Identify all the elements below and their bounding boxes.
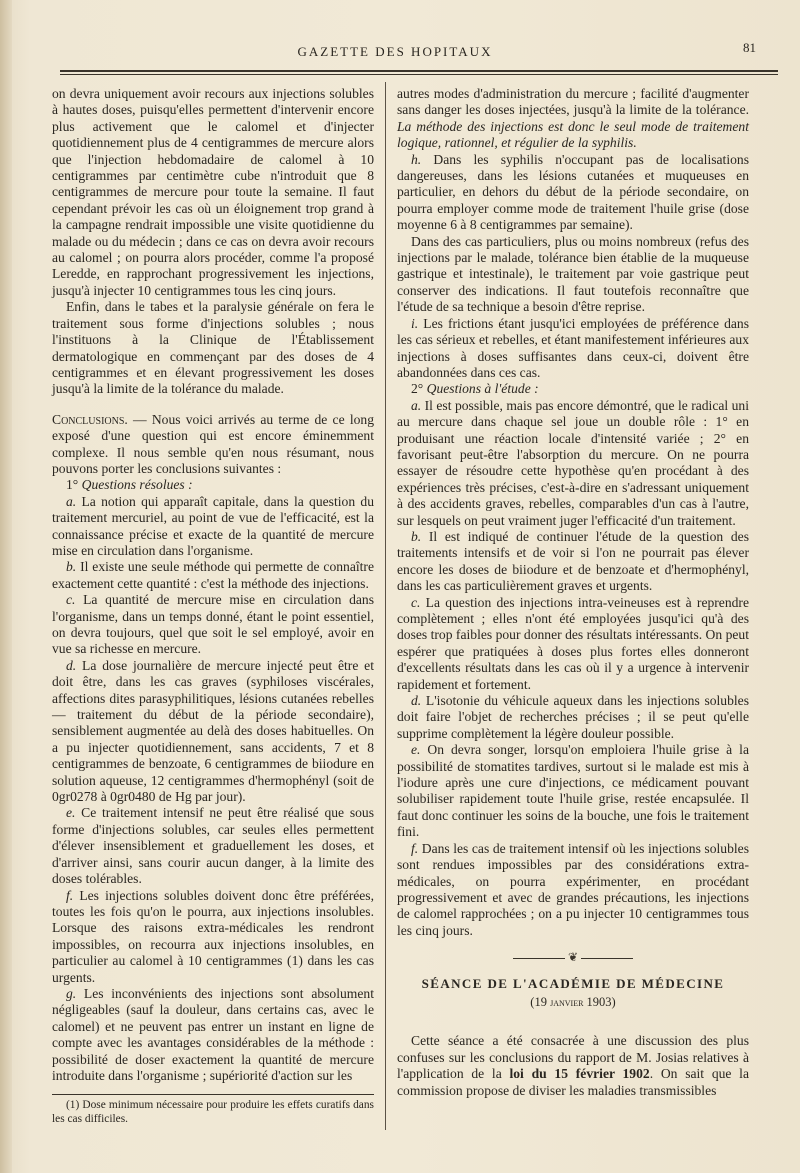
section-date bbox=[397, 994, 749, 1011]
subheading-resolved bbox=[52, 477, 374, 493]
footnote-rule bbox=[52, 1094, 374, 1095]
footnote: (1) Dose minimum nécessaire pour produire les effets curatifs dans les cas difficiles. bbox=[52, 1099, 374, 1125]
conclusion-item bbox=[52, 888, 374, 986]
right-column bbox=[397, 86, 749, 1099]
item-label: d. bbox=[66, 657, 77, 673]
paragraph: Enfin, dans le tabes et la paralysie générale on fera le traitement sous forme d'injections solubles ; nous l'instituons à la Clinique de l'Établissement dermatologique en commençant par des doses de 4 centigrammes et en élevant progressivement les doses jusqu'à la limite de la tolérance du malade. bbox=[52, 299, 374, 397]
law-reference: loi du 15 février 1902 bbox=[509, 1066, 650, 1082]
item-text: Il existe une seule méthode qui permette de connaître exactement cette quantité : c'est la méthode des injections. bbox=[52, 559, 374, 591]
subheading-title: Questions à l'étude : bbox=[426, 381, 539, 397]
item-text: Dans les syphilis n'occupant pas de localisations dangereuses, dans les lésions cutanées et muqueuses en particulier, en dehors du début de la période secondaire, on pourra employer comme mode de traitement l'huile grise (dose moyenne 6 à 8 centigrammes par semaine). bbox=[397, 151, 749, 233]
item-label: e. bbox=[411, 742, 421, 758]
conclusion-item bbox=[397, 742, 749, 840]
running-head bbox=[30, 40, 760, 62]
conclusion-item bbox=[397, 595, 749, 693]
item-label: a. bbox=[411, 397, 422, 413]
conclusion-item bbox=[397, 316, 749, 382]
paragraph-text: . On sait que la commission propose de diviser les maladies transmissibles bbox=[397, 1066, 749, 1098]
item-label: f. bbox=[411, 840, 419, 856]
conclusion-item bbox=[52, 494, 374, 560]
item-label: i. bbox=[411, 315, 419, 331]
item-text: La quantité de mercure mise en circulation dans l'organisme, dans un temps donné, étant le point essentiel, on devra toujours, quel que soit le sel employé, avoir en vue sa richesse en mercure. bbox=[52, 592, 374, 657]
emphasis-text: La méthode des injections est donc le seul mode de traitement logique, rationnel, et régulier de la syphilis. bbox=[397, 118, 749, 151]
conclusions-paragraph bbox=[52, 412, 374, 478]
ornament-line bbox=[513, 958, 565, 959]
date-month: janvier bbox=[550, 996, 584, 1009]
paragraph bbox=[397, 1033, 749, 1099]
paragraph-text: autres modes d'administration du mercure ; facilité d'augmenter sans danger les doses injectées, jusqu'à la limite de la tolérance. bbox=[397, 86, 749, 118]
conclusion-item bbox=[397, 152, 749, 234]
conclusion-item bbox=[397, 398, 749, 529]
item-text: L'isotonie du véhicule aqueux dans les injections solubles doit faire l'objet de recherches précises ; il se peut qu'elle supprime complètement la légère douleur possible. bbox=[397, 693, 749, 741]
ornament-line bbox=[581, 958, 633, 959]
subheading-number: 1° bbox=[66, 477, 82, 493]
item-label: c. bbox=[66, 592, 76, 608]
paragraph bbox=[397, 86, 749, 152]
page-number: 81 bbox=[743, 40, 756, 55]
item-text: On devra songer, lorsqu'on emploiera l'huile grise à la possibilité de stomatites tardives, surtout si le malade est mis à l'iodure après une cure d'injections, ce médicament pouvant solubiliser rapidement toute l'huile grise, restée encapsulée. Il faut donc continuer les soins de la bouche, une fois le traitement fini. bbox=[397, 742, 749, 840]
item-text: La notion qui apparaît capitale, dans la question du traitement mercuriel, au point de vue de l'efficacité, est la connaissance précise et exacte de la quantité de mercure mise en circulation dans l'organisme. bbox=[52, 493, 374, 558]
left-column bbox=[52, 86, 374, 1126]
running-title: GAZETTE DES HOPITAUX bbox=[297, 44, 493, 59]
ornament-glyph: ❦ bbox=[567, 950, 579, 965]
item-text: La dose journalière de mercure injecté peut être et doit être, dans les cas graves (syphiloses viscérales, affections dites parasyphilitiques, lésions cutanées rebelles — traitement du début de la période secondaire), sensiblement augmentée au delà des doses habituelles. On a pu injecter quotidiennement, sans accidents, 7 et 8 centigrammes de benzoate, 6 centigrammes de biiodure en solution aqueuse, 12 centigrammes d'hermophényl (soit de 0gr0278 à 0gr0480 de Hg par jour). bbox=[52, 657, 374, 805]
section-title: SÉANCE DE L'ACADÉMIE DE MÉDECINE bbox=[421, 975, 725, 991]
item-label: b. bbox=[411, 528, 422, 544]
item-label: f. bbox=[66, 887, 74, 903]
column-divider bbox=[385, 82, 386, 1130]
conclusions-intro: — Nous voici arrivés au terme de ce long exposé d'une question qui est encore éminemment complexe. Il nous semble qu'en nous résumant, nous pouvons porter les conclusions suivantes : bbox=[52, 411, 374, 476]
conclusion-item bbox=[52, 986, 374, 1084]
item-text: Les frictions étant jusqu'ici employées de préférence dans les cas sérieux et rebelles, et étant manifestement inférieures aux injections à doses suffisantes dans ceux-ci, doivent être abandonnées dans ces cas. bbox=[397, 315, 749, 380]
item-label: e. bbox=[66, 805, 76, 821]
conclusion-item bbox=[397, 693, 749, 742]
page-binding-edge bbox=[0, 0, 12, 1173]
item-text: Dans les cas de traitement intensif où les injections solubles sont rendues impossibles par des considérations extra-médicales, on pourra expérimenter, en procédant progressivement et avec de grandes précautions, les injections de calomel rapprochées ; on a pu injecter 10 centigrammes tous les cinq jours. bbox=[397, 840, 749, 938]
subheading-number: 2° bbox=[411, 381, 427, 397]
date-year: 1903) bbox=[583, 994, 616, 1009]
item-text: Les inconvénients des injections sont absolument négligeables (sauf la douleur, dans certains cas, avec le calomel) et ne peuvent pas entrer un instant en ligne de compte avec les avantages considérables de la méthode : possibilité de doser exactement la quantité de mercure introduite dans l'organisme ; supériorité d'action sur les bbox=[52, 985, 374, 1083]
conclusion-item bbox=[52, 592, 374, 658]
section-ornament bbox=[397, 949, 749, 965]
paragraph: on devra uniquement avoir recours aux injections solubles à hautes doses, puisqu'elles permettent d'intervenir encore plus activement que le calomel et d'injecter quotidiennement plus de 4 centigrammes de mercure alors que l'injection hebdomadaire de calomel à 10 centigrammes par centimètre cube n'introduit que 8 centigrammes de mercure pour toute la semaine. Il faut cependant prévoir les cas où un éloignement trop grand à la campagne rendrait impossible une visite quotidienne du malade ou du médecin ; dans ce cas on devra avoir recours au calomel ; on pourra alors procéder, comme l'a proposé Leredde, en rapprochant progressivement les injections, jusqu'à injecter 10 centigrammes tous les cinq jours. bbox=[52, 86, 374, 298]
paragraph: Dans des cas particuliers, plus ou moins nombreux (refus des injections par le malade, tolérance bien établie de la muqueuse gastrique et intestinale), le traitement par voie gastrique peut conserver des indications. Il faut toutefois reconnaître que l'étude de sa technique a besoin d'être reprise. bbox=[397, 233, 749, 315]
item-text: La question des injections intra-veineuses est à reprendre complètement ; elles n'ont été employées jusqu'ici qu'à des doses trop faibles pour donner des résultats intéressants. On peut espérer que pratiquées à doses plus fortes elles donneront d'excellents résultats dans les cas où il y a urgence à intervenir rapidement et fortement. bbox=[397, 594, 749, 692]
conclusions-heading: Conclusions. bbox=[52, 411, 128, 427]
date-day: (19 bbox=[530, 994, 551, 1009]
item-text: Les injections solubles doivent donc être préférées, toutes les fois qu'on le pourra, aux injections insolubles. Lorsque des raisons extra-médicales les rendront impossibles, on recourra aux injections insolubles, en particulier au calomel à 10 centigrammes (1) dans les cas urgents. bbox=[52, 887, 374, 985]
item-label: c. bbox=[411, 594, 421, 610]
item-label: d. bbox=[411, 693, 422, 709]
item-text: Ce traitement intensif ne peut être réalisé que sous forme d'injections solubles, car seules elles permettent d'élever insensiblement et graduellement les doses, et d'arriver ainsi, sans courir aucun danger, à la limite des doses tolérables. bbox=[52, 805, 374, 887]
conclusion-item bbox=[397, 529, 749, 595]
header-rule bbox=[60, 70, 778, 72]
item-label: g. bbox=[66, 985, 77, 1001]
item-label: h. bbox=[411, 151, 422, 167]
item-label: b. bbox=[66, 559, 77, 575]
conclusion-item bbox=[52, 805, 374, 887]
conclusion-item bbox=[52, 559, 374, 592]
item-label: a. bbox=[66, 493, 77, 509]
subheading-study bbox=[397, 381, 749, 397]
subheading-title: Questions résolues : bbox=[81, 477, 193, 493]
conclusion-item bbox=[52, 658, 374, 806]
item-text: Il est indiqué de continuer l'étude de la question des traitements intensifs et de voir si l'on ne pourrait pas élever encore les doses de biiodure et de benzoate et d'hermophényl, dans les cas particulièrement graves et urgents. bbox=[397, 528, 749, 594]
item-text: Il est possible, mais pas encore démontré, que le radical uni au mercure dans chaque sel joue un double rôle : 1° en produisant une réaction locale d'intensité variée ; 2° en favorisant peut-être l'absorption du mercure. On ne pourra essayer de résoudre cette hypothèse qu'en procédant à des expériences très précises, c'est-à-dire en s'adressant uniquement à des accidents graves, rebelles, comparables d'un cas à l'autre, sur lesquels on peut vraiment juger l'efficacité d'un traitement. bbox=[397, 397, 749, 528]
paragraph-text: Cette séance a été consacrée à une discussion des plus confuses sur les conclusions du rapport de M. Josias relatives à l'application de la bbox=[397, 1033, 749, 1082]
header-rule-thin bbox=[60, 74, 778, 75]
conclusion-item bbox=[397, 841, 749, 939]
